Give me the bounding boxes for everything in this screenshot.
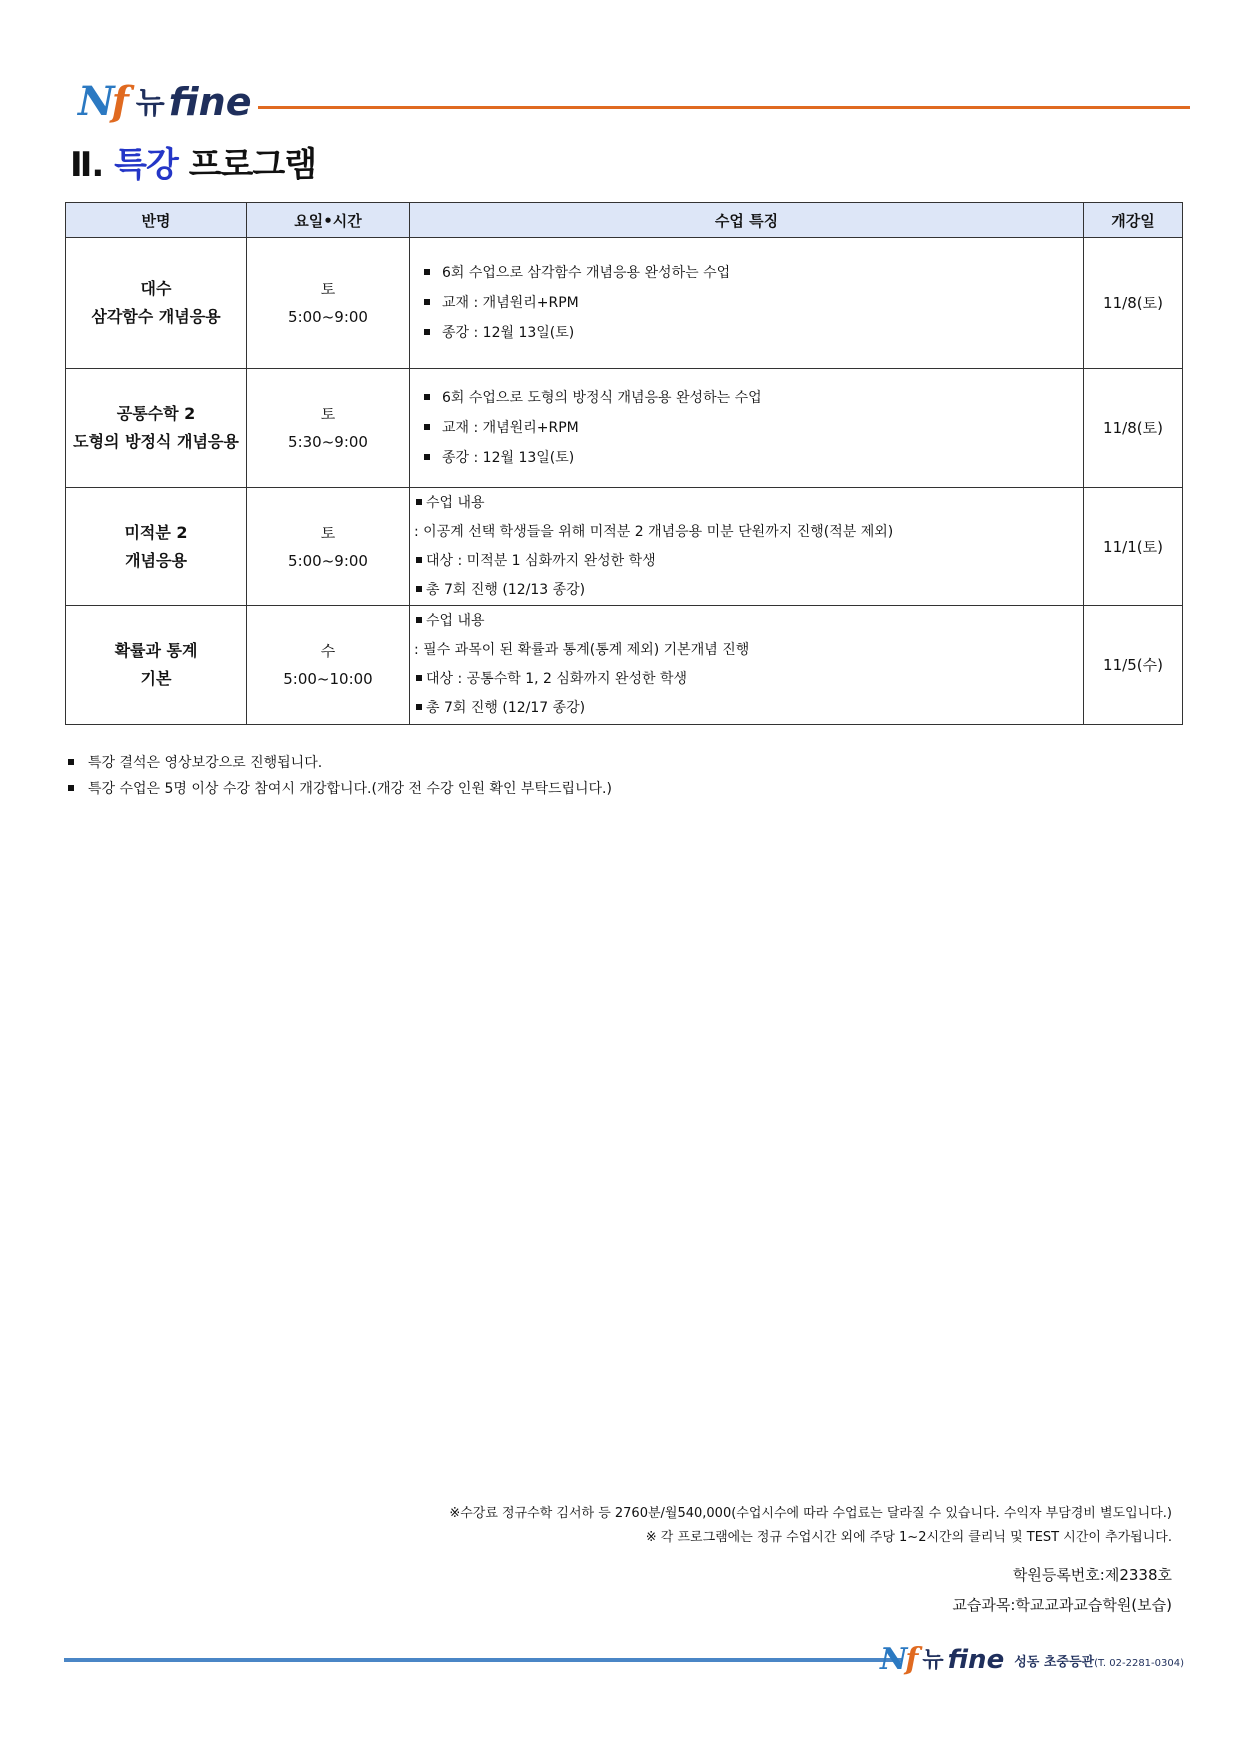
section-title	[70, 142, 316, 188]
logo-mark: Nf	[880, 1642, 917, 1677]
start-date-cell: 11/5(수)	[1084, 606, 1183, 725]
bullet-icon	[68, 785, 74, 791]
logo-mark: Nf	[78, 78, 126, 125]
col-header-start: 개강일	[1084, 203, 1183, 238]
schedule-cell: 토 5:00~9:00	[247, 488, 410, 606]
features-cell: 수업 내용 : 이공계 선택 학생들을 위해 미적분 2 개념응용 미분 단원까지 진행(적분 제외) 대상 : 미적분 1 심화까지 완성한 학생 총 7회 진행 (12/13 종강)	[410, 488, 1084, 606]
branch-name: 성동 초중등관(T. 02-2281-0304)	[1014, 1655, 1184, 1670]
registration-info	[952, 1560, 1172, 1620]
bullet-icon	[424, 454, 430, 460]
notes-list	[66, 750, 612, 802]
bullet-icon	[416, 586, 422, 592]
logo-english: fine	[168, 80, 252, 124]
bullet-icon	[424, 299, 430, 305]
brand-logo	[78, 74, 252, 124]
bullet-icon	[424, 394, 430, 400]
col-header-features: 수업 특징	[410, 203, 1084, 238]
schedule-cell: 수 5:00~10:00	[247, 606, 410, 725]
note-item: 특강 결석은 영상보강으로 진행됩니다.	[66, 750, 612, 776]
table-row	[66, 238, 1183, 369]
bullet-icon	[68, 759, 74, 765]
features-cell: 6회 수업으로 삼각함수 개념응용 완성하는 수업 교재 : 개념원리+RPM 종강 : 12월 13일(토)	[410, 238, 1084, 369]
table-row	[66, 606, 1183, 725]
section-number: Ⅱ.	[70, 145, 104, 185]
start-date-cell: 11/1(토)	[1084, 488, 1183, 606]
branch-phone: (T. 02-2281-0304)	[1094, 1658, 1184, 1669]
start-date-cell: 11/8(토)	[1084, 369, 1183, 488]
bullet-icon	[416, 704, 422, 710]
section-highlight: 특강	[114, 145, 178, 185]
class-name-cell: 미적분 2 개념응용	[66, 488, 247, 606]
footer-logo: Nf 뉴 fine 성동 초중등관(T. 02-2281-0304)	[880, 1642, 1184, 1677]
class-name-cell: 확률과 통계 기본	[66, 606, 247, 725]
subject-info: 교습과목:학교교과교습학원(보습)	[952, 1596, 1172, 1614]
class-name-cell: 공통수학 2 도형의 방정식 개념응용	[66, 369, 247, 488]
header-divider	[258, 106, 1190, 109]
bullet-icon	[424, 269, 430, 275]
features-cell: 6회 수업으로 도형의 방정식 개념응용 완성하는 수업 교재 : 개념원리+RPM 종강 : 12월 13일(토)	[410, 369, 1084, 488]
bullet-icon	[424, 424, 430, 430]
table-row	[66, 369, 1183, 488]
start-date-cell: 11/8(토)	[1084, 238, 1183, 369]
col-header-schedule: 요일•시간	[247, 203, 410, 238]
class-name-cell: 대수 삼각함수 개념응용	[66, 238, 247, 369]
note-item: 특강 수업은 5명 이상 수강 참여시 개강합니다.(개강 전 수강 인원 확인 부탁드립니다.)	[66, 776, 612, 802]
schedule-cell: 토 5:30~9:00	[247, 369, 410, 488]
bullet-icon	[416, 675, 422, 681]
table-header-row	[66, 203, 1183, 238]
features-cell: 수업 내용 : 필수 과목이 된 확률과 통계(통계 제외) 기본개념 진행 대상 : 공통수학 1, 2 심화까지 완성한 학생 총 7회 진행 (12/17 종강)	[410, 606, 1084, 725]
section-rest: 프로그램	[188, 145, 317, 185]
table-row	[66, 488, 1183, 606]
footer-divider	[64, 1658, 902, 1662]
schedule-cell: 토 5:00~9:00	[247, 238, 410, 369]
registration-number: 학원등록번호:제2338호	[1012, 1566, 1172, 1584]
col-header-class: 반명	[66, 203, 247, 238]
bullet-icon	[416, 617, 422, 623]
bullet-icon	[416, 499, 422, 505]
bullet-icon	[424, 329, 430, 335]
program-table	[65, 202, 1183, 725]
bullet-icon	[416, 557, 422, 563]
logo-korean: 뉴	[135, 86, 165, 121]
fee-notice: ※수강료 정규수학 김서하 등 2760분/월540,000(수업시수에 따라 수업료는 달라질 수 있습니다. 수익자 부담경비 별도입니다.) ※ 각 프로그램에는 정규 수업시간 외에 주당 1~2시간의 클리닉 및 TEST 시간이 추가됩니다.	[449, 1506, 1172, 1545]
